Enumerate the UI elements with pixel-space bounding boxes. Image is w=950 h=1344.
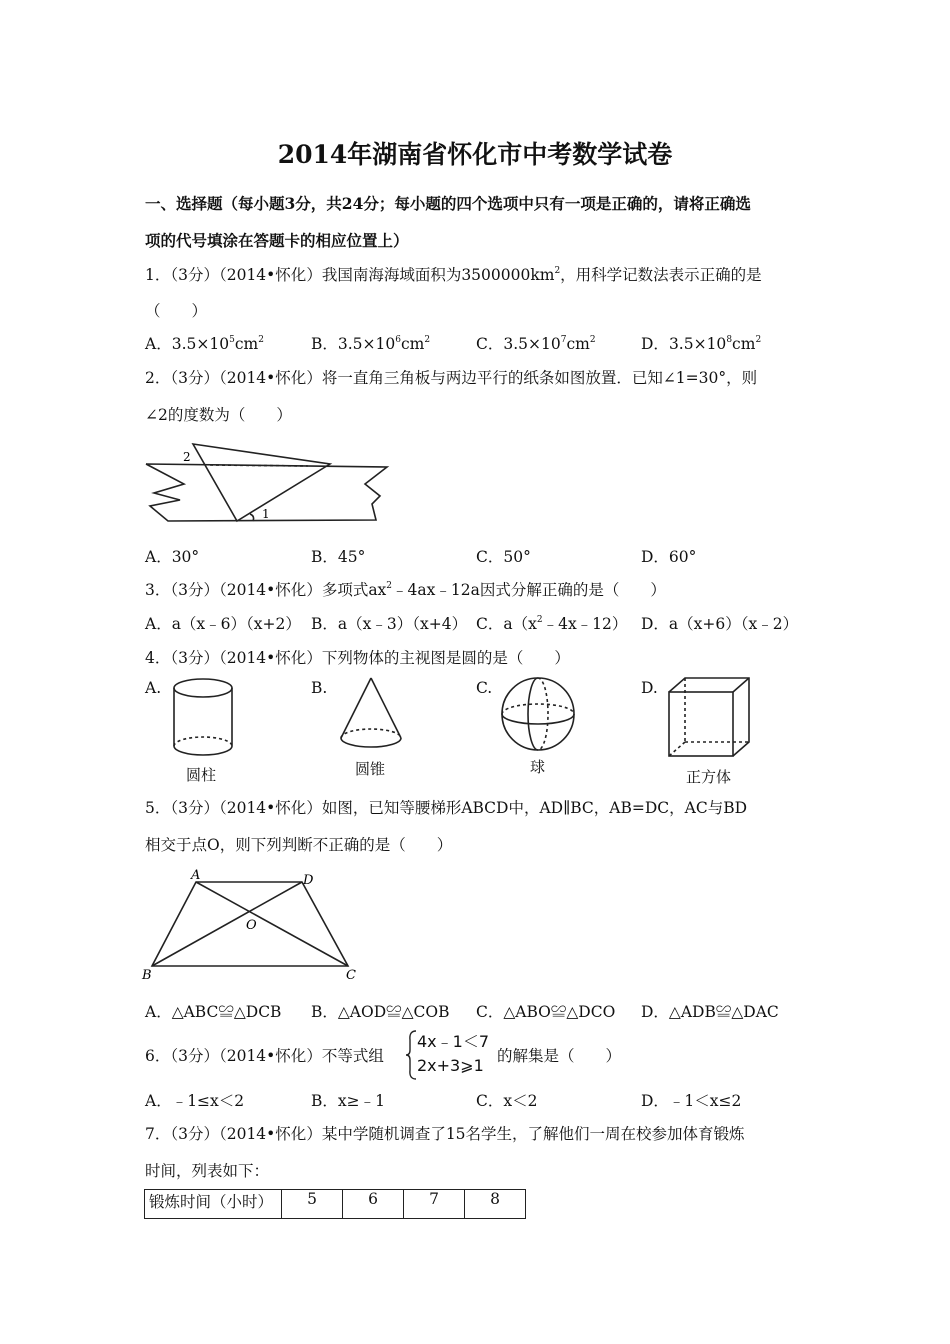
sphere-figure [500, 676, 580, 756]
question-5-option-d[interactable]: D．△ADB≌△DAC [641, 1003, 779, 1021]
cube-caption: 正方体 [686, 768, 732, 786]
table-row [145, 1190, 526, 1219]
question-1-text: 1．（3分）（2014•怀化）我国南海海域面积为$3500000km^2$，用科学记数法表示正确的是 [145, 266, 762, 284]
question-3-option-a[interactable]: A．a（x﹣6）（x+2） [145, 615, 301, 633]
sphere-caption: 球 [530, 758, 546, 776]
point-d-label: D [303, 873, 314, 888]
question-6-option-b[interactable]: B．x≥﹣1 [311, 1092, 385, 1110]
question-4-text: 4．（3分）（2014•怀化）下列物体的主视图是圆的是（ ） [145, 649, 570, 667]
question-3-option-c[interactable]: C．$a(x^2﹣4x﹣12)$ [476, 615, 628, 633]
question-4-option-d-label[interactable]: D. [641, 679, 658, 697]
question-6-inequality-2: 2x+3⩾1 [417, 1056, 484, 1075]
question-1-option-b[interactable]: B．$3.5\times 10^6cm^2$ [311, 335, 431, 353]
section-heading-line1: 一、选择题（每小题3分，共24分；每小题的四个选项中只有一项是正确的，请将正确选 [145, 194, 751, 213]
question-2-option-a[interactable]: A．30° [145, 548, 200, 566]
question-5-text-line1: 5．（3分）（2014•怀化）如图，已知等腰梯形ABCD中，AD∥BC，AB=DC，AC与BD [145, 799, 748, 817]
question-2-option-b[interactable]: B．45° [311, 548, 366, 566]
question-6-text-post: 的解集是（ ） [497, 1047, 622, 1065]
cylinder-figure [170, 676, 240, 761]
question-2-option-d[interactable]: D．60° [641, 548, 697, 566]
question-1-option-d[interactable]: D．$3.5\times 10^8cm^2$ [641, 335, 762, 353]
cylinder-caption: 圆柱 [186, 766, 217, 784]
cone-figure [335, 676, 410, 756]
question-2-option-c[interactable]: C．50° [476, 548, 531, 566]
question-2-figure [140, 440, 390, 530]
question-4-option-a-label[interactable]: A. [145, 679, 162, 697]
question-4-option-c-label[interactable]: C. [476, 679, 493, 697]
question-6-option-c[interactable]: C．x＜2 [476, 1092, 538, 1110]
table-cell: 5 [282, 1190, 343, 1219]
table-cell: 8 [465, 1190, 526, 1219]
question-5-text-line2: 相交于点O，则下列判断不正确的是（ ） [145, 836, 453, 854]
angle-1-label: 1 [262, 507, 270, 521]
page-title: 2014年湖南省怀化市中考数学试卷 [277, 140, 673, 169]
question-6-text-pre: 6．（3分）（2014•怀化）不等式组 [145, 1047, 384, 1065]
point-c-label: C [346, 968, 356, 983]
point-b-label: B [142, 968, 152, 983]
question-6-option-a[interactable]: A．﹣1≤x＜2 [145, 1092, 245, 1110]
cone-caption: 圆锥 [355, 760, 386, 778]
question-4-option-b-label[interactable]: B. [311, 679, 328, 697]
question-6-brace [405, 1030, 417, 1080]
section-heading-line2: 项的代号填涂在答题卡的相应位置上） [145, 231, 409, 250]
point-o-label: O [246, 918, 257, 933]
question-1-option-c[interactable]: C．$3.5\times 10^7cm^2$ [476, 335, 596, 353]
question-2-text-line2: ∠2的度数为（ ） [145, 406, 292, 424]
question-6-inequality-1: 4x﹣1＜7 [417, 1032, 490, 1051]
table-header-cell: 锻炼时间（小时） [145, 1190, 282, 1219]
question-3-option-d[interactable]: D．a（x+6）（x﹣2） [641, 615, 799, 633]
angle-2-label: 2 [183, 450, 191, 464]
question-5-option-b[interactable]: B．△AOD≌△COB [311, 1003, 450, 1021]
question-5-trapezoid-figure [140, 866, 370, 986]
question-5-option-c[interactable]: C．△ABO≌△DCO [476, 1003, 616, 1021]
question-7-text-line1: 7．（3分）（2014•怀化）某中学随机调查了15名学生，了解他们一周在校参加体育锻炼 [145, 1125, 745, 1143]
exercise-time-table [144, 1189, 526, 1219]
table-cell: 6 [343, 1190, 404, 1219]
point-a-label: A [191, 868, 201, 883]
table-cell: 7 [404, 1190, 465, 1219]
question-6-option-d[interactable]: D．﹣1＜x≤2 [641, 1092, 742, 1110]
cube-figure [665, 674, 755, 764]
question-5-option-a[interactable]: A．△ABC≌△DCB [145, 1003, 282, 1021]
question-2-text-line1: 2．（3分）（2014•怀化）将一直角三角板与两边平行的纸条如图放置．已知∠1=30°，则 [145, 369, 758, 387]
question-7-text-line2: 时间，列表如下： [145, 1162, 270, 1180]
question-1-option-a[interactable]: A．$3.5\times 10^5cm^2$ [145, 335, 264, 353]
question-3-text: 3．（3分）（2014•怀化）多项式$ax^2﹣4ax﹣12a$因式分解正确的是（ ） [145, 581, 666, 599]
question-1-paren: （ ） [145, 302, 208, 320]
question-3-option-b[interactable]: B．a（x﹣3）（x+4） [311, 615, 468, 633]
